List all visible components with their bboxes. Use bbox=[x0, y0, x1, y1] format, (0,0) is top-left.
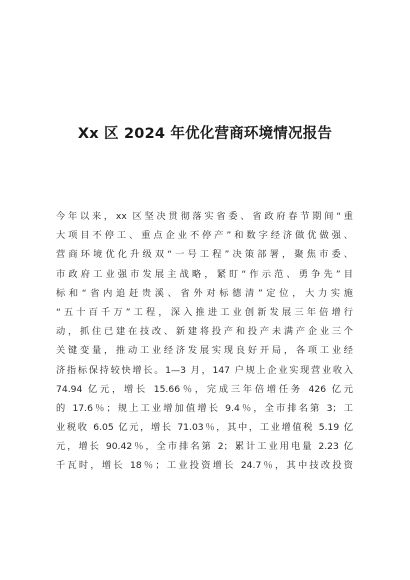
body-line: 74.94 亿元，增长 15.66％，完成三年倍增任务 426 亿元 bbox=[56, 383, 353, 395]
body-line: 大项目不停工、重点企业不停产”和数字经济做优做强、 bbox=[56, 230, 353, 242]
document-title: Xx 区 2024 年优化营商环境情况报告 bbox=[77, 126, 333, 142]
body-line: 元，增长 90.42％，全市排名第 2；累计工业用电量 2.23 亿 bbox=[56, 441, 353, 453]
body-line: 济指标保持较快增长。1—3 月，147 户规上企业实现营业收入 bbox=[56, 364, 353, 376]
report-body bbox=[56, 207, 353, 476]
body-line: 的 17.6％；规上工业增加值增长 9.4％，全市排名第 3；工 bbox=[56, 402, 353, 414]
body-line: 市政府工业强市发展主战略，紧盯“作示范、勇争先”目 bbox=[56, 268, 353, 280]
body-line: 标和“省内追赶贵溪、省外对标德清”定位，大力实施 bbox=[56, 287, 353, 299]
body-line: 营商环境优化升级双“一号工程”决策部署，聚焦市委、 bbox=[56, 249, 353, 261]
body-line: 千瓦时，增长 18％；工业投资增长 24.7％，其中技改投资 bbox=[56, 460, 353, 472]
body-line: 动，抓住已建在技改、新建将投产和投产未满产企业三个 bbox=[56, 326, 353, 338]
body-line: 业税收 6.05 亿元，增长 71.03％，其中，工业增值税 5.19 亿 bbox=[56, 422, 353, 434]
body-line: “五十百千万”工程，深入推进工业创新发展三年倍增行 bbox=[56, 306, 353, 318]
body-line: 关键变量，推动工业经济发展实现良好开局，各项工业经 bbox=[56, 345, 353, 357]
body-line: 今年以来，xx 区坚决贯彻落实省委、省政府春节期间“重 bbox=[56, 211, 353, 222]
